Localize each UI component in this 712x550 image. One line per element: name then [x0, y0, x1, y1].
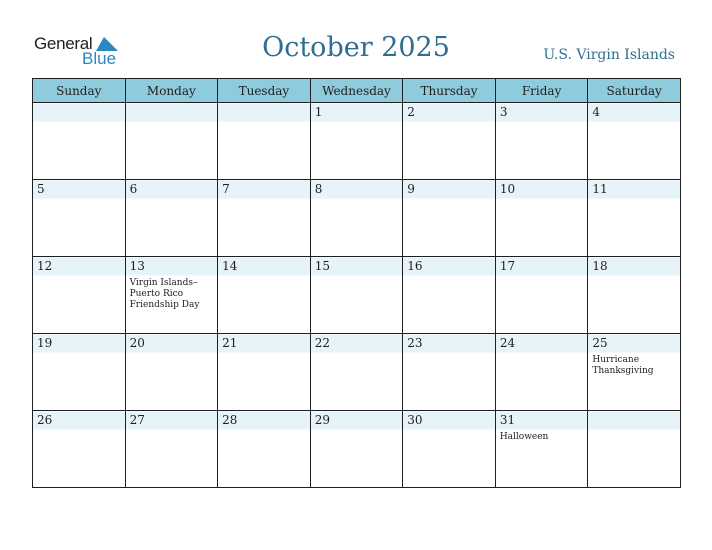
- holiday-label: [496, 198, 588, 201]
- holiday-label: [496, 275, 588, 278]
- day-number: 23: [407, 336, 423, 350]
- day-number: 22: [314, 336, 330, 350]
- holiday-label: Virgin Islands–Puerto Rico Friendship Day: [129, 278, 200, 310]
- holiday-label: [403, 429, 495, 432]
- day-cell: [218, 103, 311, 180]
- day-cell: [588, 411, 681, 488]
- weekday-header-saturday: Saturday: [588, 79, 681, 103]
- day-number: 7: [222, 182, 230, 196]
- day-number: 1: [314, 105, 323, 119]
- day-cell: [125, 103, 218, 180]
- holiday-label: [218, 275, 310, 278]
- region-label: U.S. Virgin Islands: [543, 47, 675, 63]
- holiday-label: [126, 352, 218, 355]
- day-cell: [588, 180, 681, 257]
- holiday-label: [311, 429, 403, 432]
- day-cell: [218, 334, 311, 411]
- day-number: 28: [222, 413, 238, 427]
- logo-word-general: General: [34, 34, 93, 53]
- day-number: 5: [37, 182, 45, 196]
- day-cell: [588, 257, 681, 334]
- day-cell: [125, 411, 218, 488]
- week-row: [33, 180, 681, 257]
- week-row: [33, 411, 681, 488]
- day-cell: [403, 103, 496, 180]
- day-cell: [495, 180, 588, 257]
- holiday-label: [403, 352, 495, 355]
- day-cell: [33, 180, 126, 257]
- day-number: 13: [129, 259, 145, 273]
- day-number: 27: [129, 413, 145, 427]
- day-cell: [33, 257, 126, 334]
- holiday-label: [33, 198, 125, 201]
- day-number: 2: [407, 105, 415, 119]
- day-number: 17: [499, 259, 516, 273]
- holiday-label: [126, 429, 218, 432]
- week-row: [33, 334, 681, 411]
- holiday-label: Hurricane Thanksgiving: [592, 355, 654, 376]
- day-cell: [310, 334, 403, 411]
- day-cell: [125, 334, 218, 411]
- day-number: 3: [499, 105, 508, 119]
- holiday-label: Halloween: [499, 432, 549, 442]
- holiday-label: [403, 121, 495, 124]
- day-cell: [125, 180, 218, 257]
- logo-word-blue: Blue: [82, 49, 117, 68]
- day-number: 9: [407, 182, 415, 196]
- holiday-label: [496, 121, 588, 124]
- holiday-label: [33, 121, 125, 124]
- holiday-label: [403, 198, 495, 201]
- holiday-label: [588, 275, 680, 278]
- holiday-label: [126, 121, 218, 124]
- holiday-label: [311, 275, 403, 278]
- calendar-title: October 2025: [262, 32, 450, 63]
- day-cell: [33, 334, 126, 411]
- day-cell: [588, 334, 681, 411]
- day-number: 10: [499, 182, 516, 196]
- calendar-grid: [32, 78, 681, 488]
- day-cell: [588, 103, 681, 180]
- day-cell: [403, 180, 496, 257]
- weekday-header-tuesday: Tuesday: [218, 79, 311, 103]
- day-number: 16: [407, 259, 423, 273]
- holiday-label: [33, 275, 125, 278]
- day-number: 20: [129, 336, 145, 350]
- day-cell: [33, 103, 126, 180]
- holiday-label: [588, 198, 680, 201]
- day-cell: [495, 334, 588, 411]
- day-cell: [33, 411, 126, 488]
- holiday-label: [218, 429, 310, 432]
- day-cell: [495, 411, 588, 488]
- day-number: 8: [314, 182, 323, 196]
- holiday-label: [311, 198, 403, 201]
- holiday-label: [33, 429, 125, 432]
- day-cell: [125, 257, 218, 334]
- holiday-label: [218, 121, 310, 124]
- weekday-header-friday: Friday: [495, 79, 588, 103]
- holiday-label: [218, 352, 310, 355]
- day-cell: [403, 257, 496, 334]
- day-number: 25: [592, 336, 608, 350]
- holiday-label: [311, 121, 403, 124]
- weekday-header-row: [33, 79, 681, 103]
- holiday-label: [588, 121, 680, 124]
- day-cell: [403, 334, 496, 411]
- day-number: 29: [314, 413, 330, 427]
- holiday-label: [218, 198, 310, 201]
- day-number: 18: [592, 259, 608, 273]
- day-cell: [495, 257, 588, 334]
- day-number: 4: [592, 105, 601, 119]
- day-number: 21: [222, 336, 238, 350]
- day-number: 26: [37, 413, 53, 427]
- weekday-header-monday: Monday: [125, 79, 218, 103]
- day-number: 31: [499, 413, 516, 427]
- weekday-header-sunday: Sunday: [33, 79, 126, 103]
- day-number: 15: [314, 259, 330, 273]
- day-number: 14: [222, 259, 238, 273]
- holiday-label: [496, 352, 588, 355]
- holiday-label: [588, 429, 680, 432]
- day-cell: [218, 180, 311, 257]
- holiday-label: [126, 198, 218, 201]
- day-number: [33, 103, 125, 121]
- day-cell: [310, 411, 403, 488]
- day-cell: [495, 103, 588, 180]
- day-cell: [218, 257, 311, 334]
- day-cell: [310, 180, 403, 257]
- day-number: 24: [499, 336, 516, 350]
- day-number: 6: [129, 182, 138, 196]
- weekday-header-wednesday: Wednesday: [310, 79, 403, 103]
- holiday-label: [311, 352, 403, 355]
- day-number: [218, 103, 310, 121]
- day-cell: [310, 257, 403, 334]
- day-number: 11: [592, 182, 608, 196]
- day-number: 30: [407, 413, 423, 427]
- day-number: 12: [37, 259, 53, 273]
- day-number: 19: [37, 336, 53, 350]
- day-cell: [218, 411, 311, 488]
- holiday-label: [33, 352, 125, 355]
- holiday-label: [403, 275, 495, 278]
- day-number: [126, 103, 218, 121]
- day-cell: [403, 411, 496, 488]
- calendar-body: [33, 103, 681, 488]
- week-row: [33, 103, 681, 180]
- day-cell: [310, 103, 403, 180]
- week-row: [33, 257, 681, 334]
- weekday-header-thursday: Thursday: [403, 79, 496, 103]
- day-number: [588, 411, 680, 429]
